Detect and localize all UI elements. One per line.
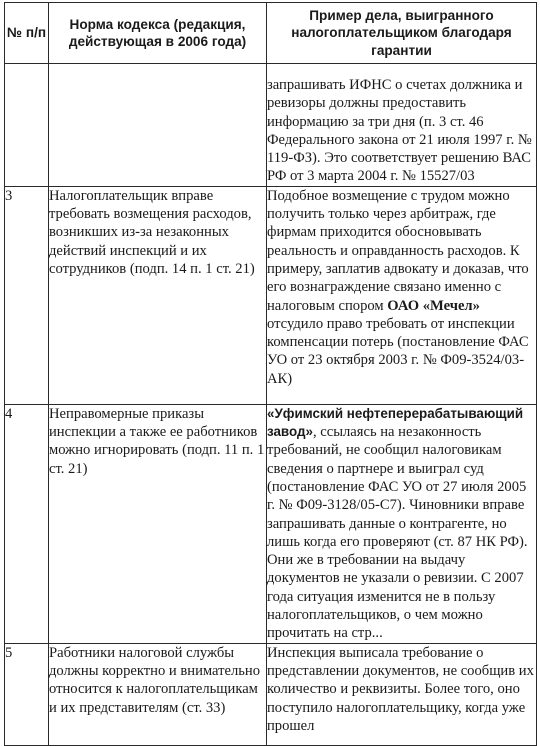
row-norm: Налогоплательщик вправе требовать возмещения расходов, возникших из-за незаконных действий инспекций и их сотрудников (подп. 14 п. 1 ст. 21) <box>49 186 267 404</box>
row-num: 3 <box>5 186 49 404</box>
row-example <box>267 186 537 404</box>
row-example: Инспекция выписала требование о представлении документов, не сообщив их количество и реквизиты. Более того, оно поступило налогоплательщику, когда уже прошел <box>267 643 537 745</box>
tax-guarantees-table <box>4 2 537 746</box>
table-row <box>5 643 537 745</box>
row-norm <box>49 64 267 187</box>
table-header-row <box>5 3 537 64</box>
row-example <box>267 404 537 643</box>
row-norm: Неправомерные приказы инспекции а также ее работников можно игнорировать (подп. 11 п. 1 ст. 21) <box>49 404 267 643</box>
example-text: отсудило право требовать от инспекции компенсации потерь (постановление ФАС УО от 23 октября 2003 г. № Ф09-3524/03-АК) <box>267 315 529 387</box>
header-example: Пример дела, выигранного налогоплательщиком благодаря гарантии <box>267 3 537 64</box>
row-num: 4 <box>5 404 49 643</box>
table-row <box>5 186 537 404</box>
example-text: Подобное возмещение с трудом можно получить только через арбитраж, где фирмам приходится обосновывать реальность и оправданность расходов. К примеру, заплатив адвокату и доказав, что его вознаграждение связано именно с налоговым спором <box>267 187 529 314</box>
company-name: «Уфимский нефтеперерабатывающий завод» <box>267 405 524 440</box>
table-row <box>5 64 537 187</box>
header-num: № п/п <box>5 3 49 64</box>
company-name: ОАО «Мечел» <box>387 297 480 314</box>
row-norm: Работники налоговой службы должны корректно и внимательно относится к налогоплательщикам и их представителям (ст. 33) <box>49 643 267 745</box>
example-text: , ссылаясь на незаконность требований, не сообщил налоговикам сведения о партнере и выиграл суд (постановление ФАС УО от 27 июля 2005 г. № Ф09-3128/05-С7). Чиновники вправе запрашивать данные о контрагенте, но лишь когда его проверяют (ст. 87 НК РФ). Они же в требовании на выдачу документов не указали о ревизии. С 2007 года ситуация изменится не в пользу налогоплательщиков, о чем можно прочитать на стр... <box>267 424 528 642</box>
table-row <box>5 404 537 643</box>
header-norm: Норма кодекса (редакция, действующая в 2006 года) <box>49 3 267 64</box>
row-num <box>5 64 49 187</box>
row-num: 5 <box>5 643 49 745</box>
row-example: запрашивать ИФНС о счетах должника и ревизоры должны предоставить информацию за три дня (п. 3 ст. 46 Федерального закона от 21 июля 1997 г. № 119-ФЗ). Это соответствует решению ВАС РФ от 3 марта 2004 г. № 15527/03 <box>267 64 537 187</box>
